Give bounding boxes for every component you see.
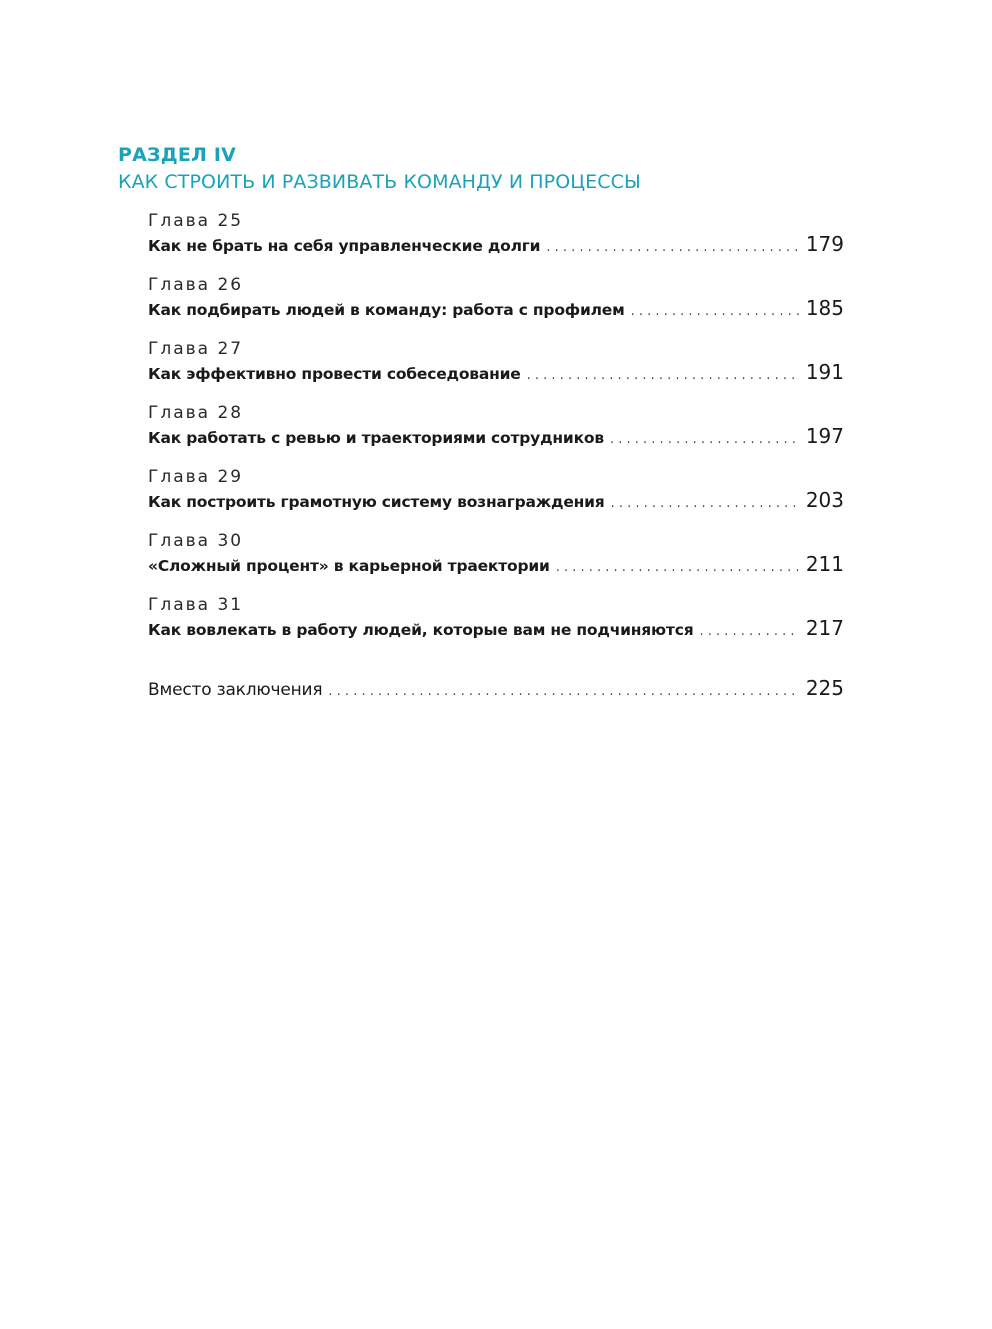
chapter-label: Глава 28 [148,403,244,423]
chapter-label: Глава 31 [148,595,244,615]
chapter-title[interactable]: Как не брать на себя управленческие долги [148,237,541,255]
dot-leader [328,684,799,699]
toc-entry-chapter-30[interactable] [148,530,844,594]
dot-leader [610,432,800,447]
chapter-label: Глава 27 [148,339,244,359]
closing-title[interactable]: Вместо заключения [148,680,323,700]
chapter-title[interactable]: Как эффективно провести собеседование [148,365,521,383]
dot-leader [631,304,800,319]
page-number: 179 [805,232,844,256]
chapter-label: Глава 25 [148,211,244,231]
toc-entry-chapter-31[interactable] [148,594,844,658]
section-title: КАК СТРОИТЬ И РАЗВИВАТЬ КОМАНДУ И ПРОЦЕССЫ [118,171,641,193]
chapter-title[interactable]: Как вовлекать в работу людей, которые вам не подчиняются [148,621,694,639]
page-number: 225 [805,676,844,700]
dot-leader [527,368,800,383]
dot-leader [611,496,800,511]
dot-leader [546,240,799,255]
toc-entry-chapter-28[interactable] [148,402,844,466]
page-number: 185 [805,296,844,320]
page-number: 211 [805,552,844,576]
table-of-contents [148,210,844,706]
section-label: РАЗДЕЛ IV [118,144,236,166]
chapter-title[interactable]: «Сложный процент» в карьерной траектории [148,557,550,575]
toc-entry-chapter-26[interactable] [148,274,844,338]
page-number: 217 [805,616,844,640]
page-number: 197 [805,424,844,448]
chapter-label: Глава 29 [148,467,244,487]
dot-leader [556,560,800,575]
toc-entry-closing[interactable] [148,676,844,706]
chapter-title[interactable]: Как подбирать людей в команду: работа с профилем [148,301,625,319]
toc-entry-chapter-29[interactable] [148,466,844,530]
page-number: 203 [805,488,844,512]
chapter-title[interactable]: Как построить грамотную систему вознаграждения [148,493,605,511]
toc-entry-chapter-25[interactable] [148,210,844,274]
dot-leader [699,624,799,639]
page-number: 191 [805,360,844,384]
chapter-title[interactable]: Как работать с ревью и траекториями сотрудников [148,429,604,447]
chapter-label: Глава 30 [148,531,244,551]
chapter-label: Глава 26 [148,275,244,295]
section-header [118,142,858,196]
toc-entry-chapter-27[interactable] [148,338,844,402]
